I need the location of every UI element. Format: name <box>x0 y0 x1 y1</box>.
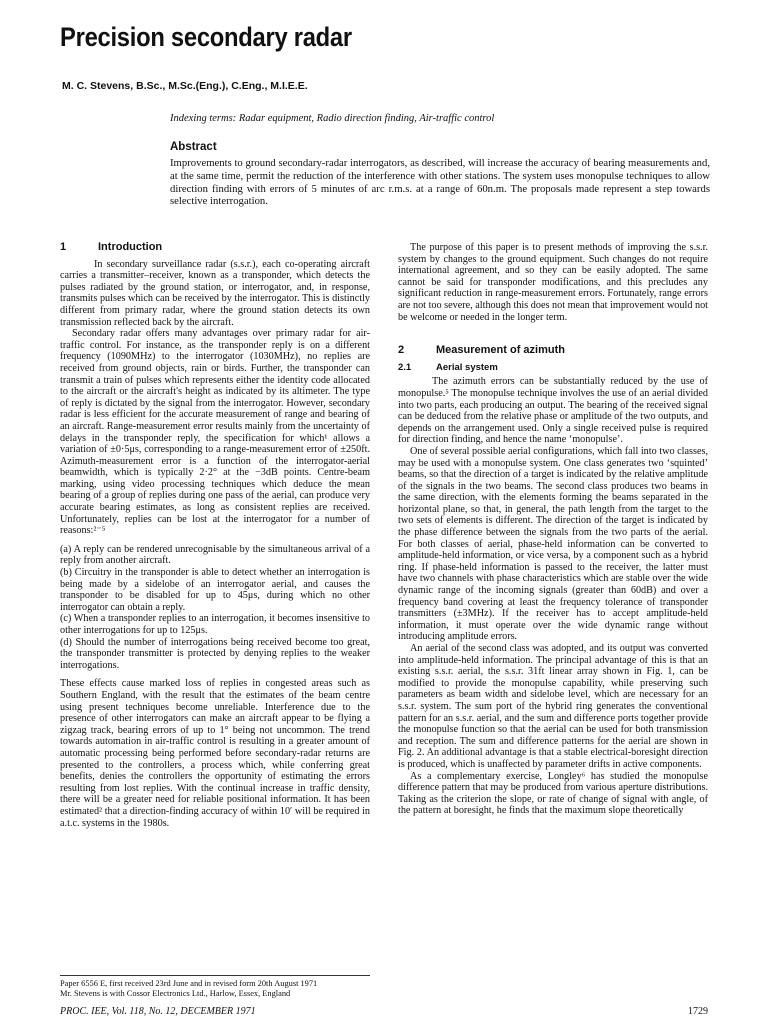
footnote-affiliation: Mr. Stevens is with Cossor Electronics Ltd., Harlow, Essex, England <box>60 988 291 998</box>
paragraph: The azimuth errors can be substantially reduced by the use of monopulse.⁵ The monopulse technique involves the use of an aerial divided into two parts, each producing an output. The bearing of the received signal can be deduced from the relative phase or amplitude of the two outputs, and depends on the arrangement used. Only a single received pulse is required for direction finding, and hence the name ‘monopulse’. <box>398 376 708 446</box>
list-item: (d) Should the number of interrogations being received become too great, the transponder transmitter is protected by denying replies to the weaker interrogations. <box>60 636 370 671</box>
paragraph: As a complementary exercise, Longley⁶ has studied the monopulse difference pattern that may be produced from various aperture distributions. Taking as the criterion the slope, or rate of change of signal with angle, of the pattern at boresight, he finds that the maximum slope theoretically <box>398 770 708 817</box>
paragraph: An aerial of the second class was adopted, and its output was converted into amplitude-held information. The principal advantage of this is that an existing s.s.r. aerial, the s.s.r. 31ft linear array shown in Fig. 1, can be modified to provide the monopulse capability, while preserving such parameters as beam width and sidelobe level, which are necessary for an s.s.r. system. The sum port of the hybrid ring generates the conventional pattern for an s.s.r. aerial, and the sum and difference ports together provide the monopulse function so that the aerial can be used for both transmission and reception. The sum and difference patterns for the aerial are shown in Fig. 2. An additional advantage is that a stable electrical-boresight direction is produced, which is unaffected by parameter drifts in active components. <box>398 643 708 770</box>
paragraph: Secondary radar offers many advantages over primary radar for air-traffic control. For instance, as the transponder reply is on a different frequency (1090MHz) to the interrogator (1030MHz), no replies are received from ground objects, rain or birds. Further, the transponder can transmit a train of pulses which represents either the identity code allocated to the aircraft or the aircraft's height as indicated by its altimeter. The type of reply is dictated by the signal from the interrogator. However, secondary radar is less efficient for the accurate measurement of range and bearing of an aircraft. Range-measurement error results mainly from the uncertainty of delays in the transponder reply, the specification for which¹ allows a variation of ±0·5μs, corresponding to a range-measurement error of ±250ft. Azimuth-measurement error is a function of the interrogator-aerial beamwidth, which is typically 2·2° at the −3dB points. Centre-beam marking, using video processing techniques which deduce the mean bearing of a group of replies during one pass of the aerial, can produce very accurate bearing estimates, as long as consistent replies are received. Unfortunately, replies can be lost at the interrogator for a number of reasons:²⁻⁵ <box>60 328 370 537</box>
subsection-heading-aerial-system <box>398 362 708 374</box>
indexing-terms: Indexing terms: Radar equipment, Radio direction finding, Air-traffic control <box>170 113 495 124</box>
list-item: (a) A reply can be rendered unrecognisable by the simultaneous arrival of a reply from another aircraft. <box>60 543 370 567</box>
abstract-heading: Abstract <box>170 141 217 153</box>
section-number: 1 <box>60 241 67 253</box>
section-heading-azimuth <box>398 345 708 357</box>
page-number: 1729 <box>688 1006 708 1017</box>
paper-title: Precision secondary radar <box>60 22 352 52</box>
journal-citation: PROC. IEE, Vol. 118, No. 12, DECEMBER 1971 <box>60 1006 256 1017</box>
author-line: M. C. Stevens, B.Sc., M.Sc.(Eng.), C.Eng., M.I.E.E. <box>62 80 308 92</box>
footnote-received: Paper 6556 E, first received 23rd June and in revised form 20th August 1971 <box>60 979 318 988</box>
abstract-text: Improvements to ground secondary-radar interrogators, as described, will increase the accuracy of bearing measurements and, at the same time, permit the reduction of the interference with other stations. The system uses monopulse techniques to allow direction finding with errors of 5 minutes of arc r.m.s. at a range of 60n.m. The proposals made represent a step towards selective interrogation. <box>170 157 710 208</box>
left-column <box>60 242 370 829</box>
subsection-number: 2.1 <box>398 361 412 373</box>
list-item: (c) When a transponder replies to an interrogation, it becomes insensitive to other interrogations for up to 125μs. <box>60 613 370 636</box>
paragraph: These effects cause marked loss of replies in congested areas such as Southern England, with the result that the estimates of the beam centre using present techniques become unreliable. Interference due to the presence of other interrogators can make an aircraft appear to be flying a zigzag track, bearing errors of up to 1° being not uncommon. The trend towards automation in air-traffic control is resulting in a greater amount of automatic processing being performed before secondary-radar returns are presented to the controllers, a process which, while conferring great benefits, denies the controllers the opportunity of estimating the errors resulting from lost replies. With the continual increase in traffic density, there will be a greater need for reliable positional information. It has been estimated² that a direction-finding accuracy of within 10′ will be required in a.t.c. systems in the 1980s. <box>60 678 370 829</box>
footnotes <box>60 979 380 998</box>
section-title: Measurement of azimuth <box>436 344 565 357</box>
subsection-title: Aerial system <box>436 361 498 373</box>
footnote-rule <box>60 975 370 976</box>
paragraph: The purpose of this paper is to present methods of improving the s.s.r. system by changes to the ground equipment. Such changes do not require international agreement, and so they can be easily adopted. The same cannot be said for transponder modifications, and this precludes any significant reduction in range-measurement errors. Fortunately, range errors are not too severe, although this does not mean that improvement would not be welcome or needed in the longer term. <box>398 242 708 323</box>
section-heading-introduction <box>60 242 370 254</box>
section-number: 2 <box>398 344 405 357</box>
right-column <box>398 242 708 817</box>
list-item: (b) Circuitry in the transponder is able to detect whether an interrogation is being made by a sidelobe of an interrogator aerial, and causes the transponder to be disabled for up to 45μs, during which no other interrogator can obtain a reply. <box>60 567 370 613</box>
section-title: Introduction <box>98 241 163 253</box>
paragraph: In secondary surveillance radar (s.s.r.), each co-operating aircraft carries a transmitter–receiver, known as a transponder, which detects the pulses radiated by the ground station, or interrogator, and, in response, transmits pulses which can be received by the interrogator. This is distinctly different from primary radar, where the ground station detects its own transmission reflected back by the aircraft. <box>60 258 370 328</box>
paragraph: One of several possible aerial configurations, which fall into two classes, may be used with a monopulse system. One class generates two ‘squinted’ beams, so that the direction of a target is indicated by the relative amplitude of the signals in the two beams. The second class produces two beams in the same direction, with the elements forming the beams separated in the horizontal plane, so that, in general, the path length from the target to the two sets of elements is different. The direction of the target is indicated by the phase difference between the signals from the two parts of the aerial. For both classes of aerial, phase-held information can be converted to amplitude-held information, or vice versa, by a component such as a hybrid ring. If phase-held information is passed to the receiver, the latter must have two channels with phase characteristics which are stable over the wide dynamic range of the incoming signals (greater than 60dB) and over a frequency band covering at least the frequency tolerance of transponder transmitters (±3MHz). If the receiver has to accept amplitude-held information, it must operate over the wide dynamic range without introducing amplitude errors. <box>398 445 708 643</box>
